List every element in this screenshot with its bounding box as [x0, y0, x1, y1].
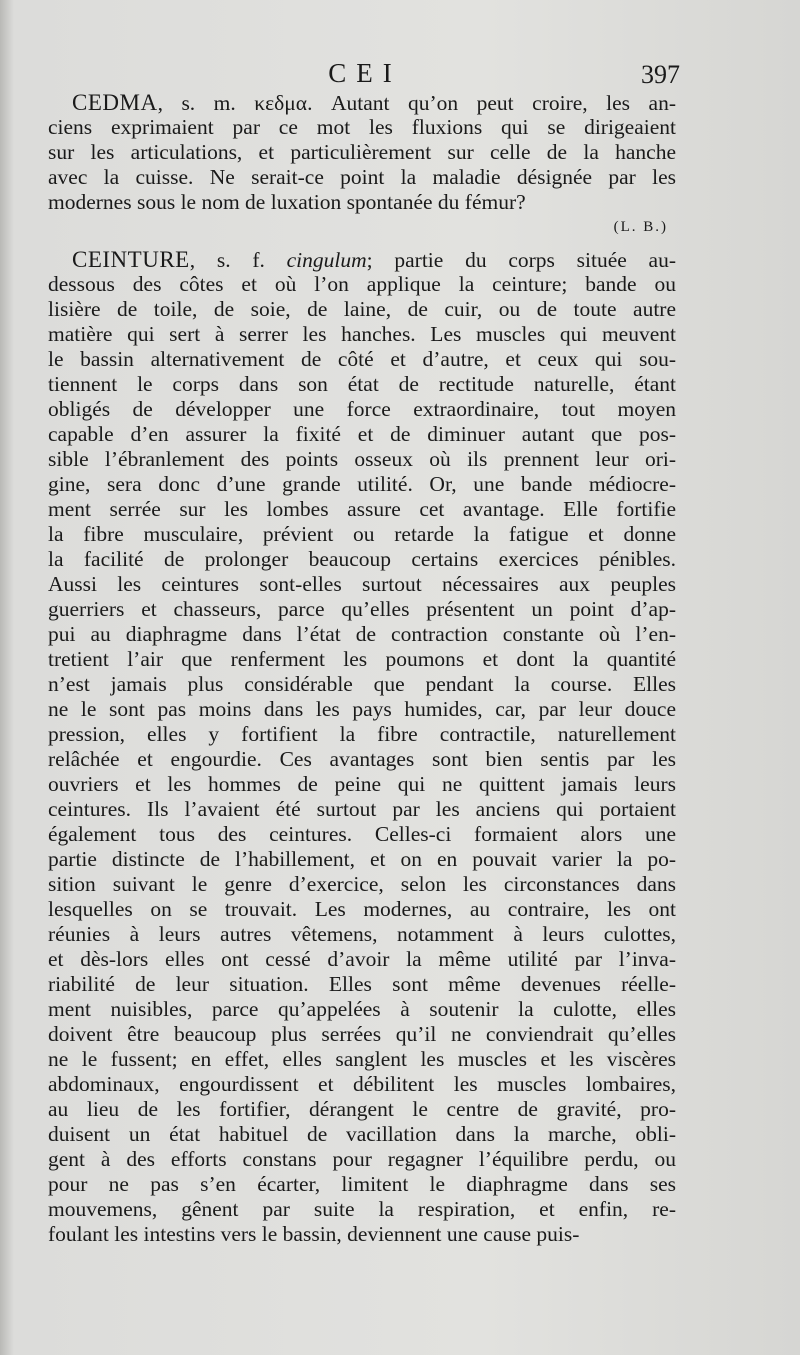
line-text: , s. m. κεδμα. Autant qu’on peut croire, les an- [157, 91, 676, 115]
line-text: avec la cuisse. Ne serait-ce point la maladie désignée par les [48, 165, 676, 189]
line-text: guerriers et chasseurs, parce qu’elles présentent un point d’ap- [48, 597, 676, 621]
dictionary-entry-cedma [48, 90, 676, 239]
line-text: foulant les intestins vers le bassin, deviennent une cause puis- [48, 1222, 580, 1246]
text-line [48, 722, 676, 747]
text-line [48, 822, 676, 847]
line-text: pui au diaphragme dans l’état de contraction constante où l’en- [48, 622, 676, 646]
text-line [48, 922, 676, 947]
page-header [0, 58, 800, 92]
line-text: matière qui sert à serrer les hanches. Les muscles qui meuvent [48, 322, 676, 346]
line-text: lesquelles on se trouvait. Les modernes, au contraire, les ont [48, 897, 676, 921]
author-signature: (L. B.) [613, 219, 668, 235]
line-text: sible l’ébranlement des points osseux où ils prennent leur ori- [48, 447, 676, 471]
line-text: ne le sont pas moins dans les pays humides, car, par leur douce [48, 697, 676, 721]
text-line [48, 622, 676, 647]
text-line [48, 897, 676, 922]
line-text: partie distincte de l’habillement, et on en pouvait varier la po- [48, 847, 676, 871]
line-text: duisent un état habituel de vacillation dans la marche, obli- [48, 1122, 676, 1146]
text-line [48, 115, 676, 140]
line-text: ne le fussent; en effet, elles sanglent les muscles et les viscères [48, 1047, 676, 1071]
line-text: ciens exprimaient par ce mot les fluxions qui se dirigeaient [48, 115, 676, 139]
text-line [48, 1222, 676, 1247]
text-line [48, 472, 676, 497]
line-text: Aussi les ceintures sont-elles surtout nécessaires aux peuples [48, 572, 676, 596]
line-text: également tous des ceintures. Celles-ci formaient alors une [48, 822, 676, 846]
line-text: tretient l’air que renferment les poumons et dont la quantité [48, 647, 676, 671]
text-line [48, 597, 676, 622]
text-line [48, 697, 676, 722]
latin-term: cingulum [286, 248, 367, 272]
line-text-tail: ; partie du corps située au- [366, 248, 676, 272]
text-line [48, 797, 676, 822]
text-line [48, 847, 676, 872]
line-text: pression, elles y fortifient la fibre contractile, naturellement [48, 722, 676, 746]
text-line [48, 747, 676, 772]
text-line [48, 572, 676, 597]
text-line [48, 272, 676, 297]
text-line [48, 947, 676, 972]
text-line [48, 1047, 676, 1072]
text-line [48, 672, 676, 697]
text-line [48, 647, 676, 672]
line-text: ouvriers et les hommes de peine qui ne quittent jamais leurs [48, 772, 676, 796]
text-line [48, 547, 676, 572]
text-line [48, 1122, 676, 1147]
text-line [48, 1097, 676, 1122]
line-text: réunies à leurs autres vêtemens, notamment à leurs culottes, [48, 922, 676, 946]
text-line [48, 497, 676, 522]
line-text: lisière de toile, de soie, de laine, de cuir, ou de toute autre [48, 297, 676, 321]
text-line [48, 972, 676, 997]
line-text: ment nuisibles, parce qu’appelées à soutenir la culotte, elles [48, 997, 676, 1021]
text-line [48, 447, 676, 472]
line-text: la facilité de prolonger beaucoup certains exercices pénibles. [48, 547, 676, 571]
text-line [48, 190, 676, 215]
running-head: CEI [328, 58, 402, 88]
line-text: ment serrée sur les lombes assure cet avantage. Elle fortifie [48, 497, 676, 521]
text-line [48, 772, 676, 797]
text-line [48, 347, 676, 372]
line-text: gent à des efforts constans pour regagner l’équilibre perdu, ou [48, 1147, 676, 1171]
text-line [48, 1147, 676, 1172]
line-text: tiennent le corps dans son état de rectitude naturelle, étant [48, 372, 676, 396]
text-line [48, 1197, 676, 1222]
line-text: modernes sous le nom de luxation spontanée du fémur? [48, 190, 526, 214]
text-line [48, 247, 676, 272]
line-text: sition suivant le genre d’exercice, selon les circonstances dans [48, 872, 676, 896]
text-line [48, 422, 676, 447]
line-text: relâchée et engourdie. Ces avantages sont bien sentis par les [48, 747, 676, 771]
line-text: capable d’en assurer la fixité et de diminuer autant que pos- [48, 422, 676, 446]
line-text: sur les articulations, et particulièrement sur celle de la hanche [48, 140, 676, 164]
line-text: pour ne pas s’en écarter, limitent le diaphragme dans ses [48, 1172, 676, 1196]
line-text: la fibre musculaire, prévient ou retarde la fatigue et donne [48, 522, 676, 546]
text-line [48, 1072, 676, 1097]
line-text: au lieu de les fortifier, dérangent le centre de gravité, pro- [48, 1097, 676, 1121]
line-text: gine, sera donc d’une grande utilité. Or, une bande médiocre- [48, 472, 676, 496]
line-text: mouvemens, gênent par suite la respiration, et enfin, re- [48, 1197, 676, 1221]
text-line [48, 1172, 676, 1197]
text-line [48, 90, 676, 115]
line-text: ceintures. Ils l’avaient été surtout par les anciens qui portaient [48, 797, 676, 821]
dictionary-entry-ceinture [48, 247, 676, 1247]
headword: CEINTURE [72, 247, 190, 272]
line-text: obligés de développer une force extraordinaire, tout moyen [48, 397, 676, 421]
line-text: doivent être beaucoup plus serrées qu’il ne conviendrait qu’elles [48, 1022, 676, 1046]
text-line [48, 165, 676, 190]
text-line [48, 297, 676, 322]
text-line [48, 522, 676, 547]
headword: CEDMA [72, 90, 158, 115]
page-number: 397 [641, 60, 680, 89]
text-line [48, 322, 676, 347]
line-text: riabilité de leur situation. Elles sont même devenues réelle- [48, 972, 676, 996]
page-body [48, 90, 676, 1247]
line-text: , s. f. [189, 248, 287, 272]
text-line [48, 872, 676, 897]
line-text: et dès-lors elles ont cessé d’avoir la même utilité par l’inva- [48, 947, 676, 971]
line-text: dessous des côtes et où l’on applique la ceinture; bande ou [48, 272, 676, 296]
text-line [48, 140, 676, 165]
text-line [48, 397, 676, 422]
text-line [48, 1022, 676, 1047]
text-line [48, 372, 676, 397]
line-text: n’est jamais plus considérable que pendant la course. Elles [48, 672, 676, 696]
line-text: le bassin alternativement de côté et d’autre, et ceux qui sou- [48, 347, 676, 371]
text-line [48, 997, 676, 1022]
line-text: abdominaux, engourdissent et débilitent les muscles lombaires, [48, 1072, 676, 1096]
